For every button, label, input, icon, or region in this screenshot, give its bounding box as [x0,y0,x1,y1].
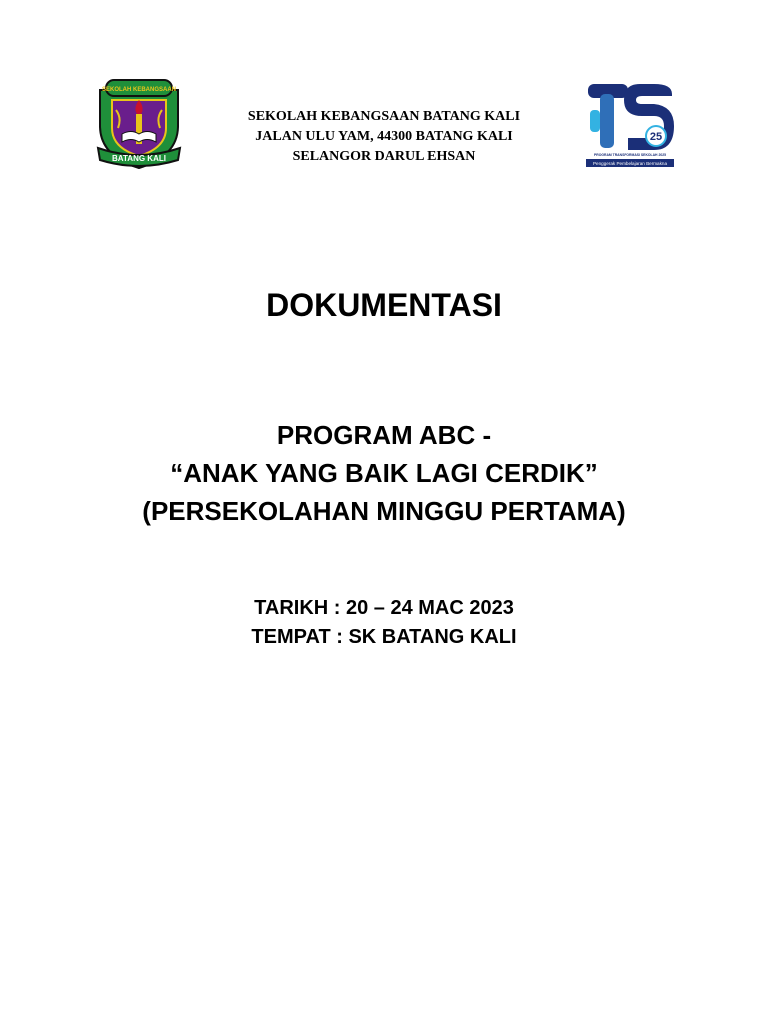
school-name: SEKOLAH KEBANGSAAN BATANG KALI [247,109,521,124]
crest-bottom-text: BATANG KALI [112,154,166,163]
ts25-logo-icon [584,80,676,168]
event-date: TARIKH : 20 – 24 MAC 2023 [254,597,514,619]
program-title-block [0,416,768,530]
event-venue: TEMPAT : SK BATANG KALI [251,626,517,648]
school-state-line: SELANGOR DARUL EHSAN [292,149,476,164]
school-crest-logo [92,76,186,170]
ts25-tagline: Penggerak Pembelajaran Bermakna [592,161,668,166]
ts25-caption: PROGRAM TRANSFORMASI SEKOLAH 2025 [594,153,666,157]
program-slogan: “ANAK YANG BAIK LAGI CERDIK” [170,458,598,488]
program-subtitle: (PERSEKOLAHAN MINGGU PERTAMA) [142,496,626,526]
document-title: DOKUMENTASI [266,287,502,323]
event-details [0,594,768,652]
crest-top-text: SEKOLAH KEBANGSAAN [101,87,177,93]
school-address-line: JALAN ULU YAM, 44300 BATANG KALI [255,129,513,144]
school-letterhead [200,107,568,167]
ts25-logo [584,80,676,168]
school-crest-icon [92,76,186,170]
ts25-number: 25 [649,131,663,143]
program-name: PROGRAM ABC - [276,420,492,450]
